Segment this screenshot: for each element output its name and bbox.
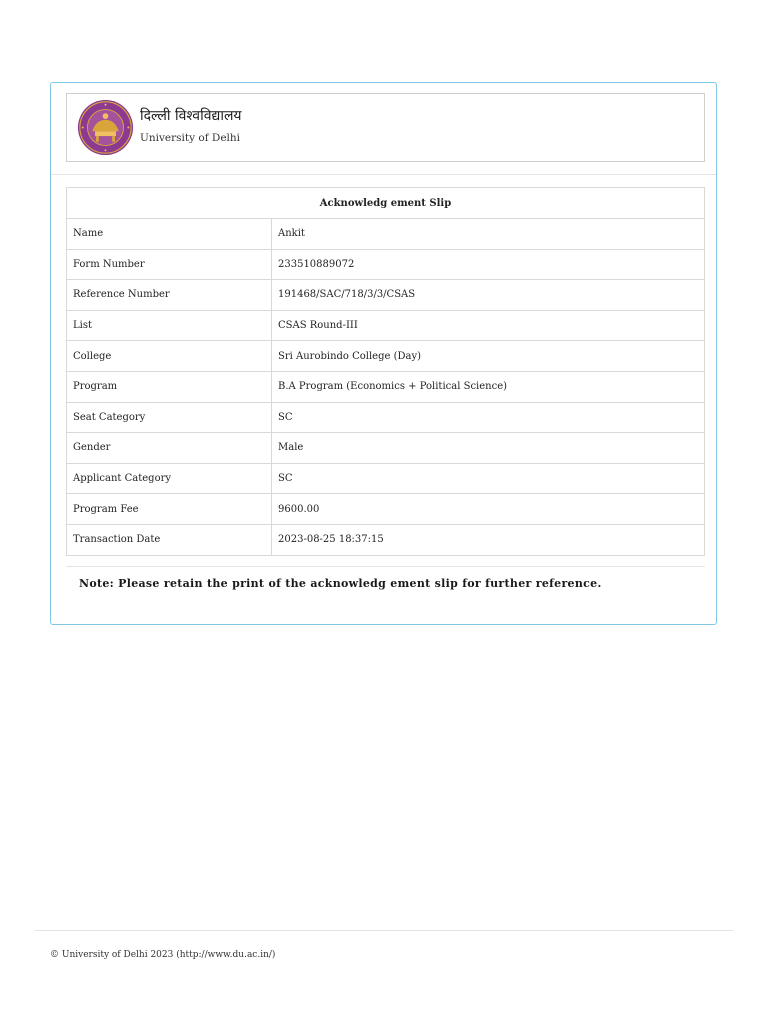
header-divider (51, 174, 716, 175)
row-value: 233510889072 (272, 249, 705, 280)
row-value: B.A Program (Economics + Political Science) (272, 371, 705, 402)
row-value: Ankit (272, 219, 705, 250)
row-label: College (67, 341, 272, 372)
table-row (67, 310, 705, 341)
row-label: Name (67, 219, 272, 250)
university-header (66, 93, 705, 162)
university-name-hindi: दिल्ली विश्वविद्यालय (140, 108, 242, 124)
acknowledgement-table (66, 187, 705, 556)
acknowledgement-card (50, 82, 717, 625)
table-row (67, 219, 705, 250)
retain-print-note: Note: Please retain the print of the acknowledg ement slip for further reference. (79, 577, 602, 590)
slip-title: Acknowledg ement Slip (67, 188, 705, 219)
table-row (67, 371, 705, 402)
row-value: Male (272, 433, 705, 464)
footer-divider (35, 930, 733, 931)
row-value: Sri Aurobindo College (Day) (272, 341, 705, 372)
footer-copyright: © University of Delhi 2023 (http://www.du.ac.in/) (50, 950, 276, 960)
row-value: 2023-08-25 18:37:15 (272, 524, 705, 555)
row-label: Program Fee (67, 494, 272, 525)
table-row (67, 341, 705, 372)
row-label: Applicant Category (67, 463, 272, 494)
row-value: CSAS Round-III (272, 310, 705, 341)
row-label: Gender (67, 433, 272, 464)
row-value: SC (272, 402, 705, 433)
row-label: Transaction Date (67, 524, 272, 555)
row-label: Form Number (67, 249, 272, 280)
row-label: Seat Category (67, 402, 272, 433)
row-label: Reference Number (67, 280, 272, 311)
table-row (67, 524, 705, 555)
row-value: SC (272, 463, 705, 494)
table-row (67, 402, 705, 433)
table-row (67, 280, 705, 311)
row-value: 191468/SAC/718/3/3/CSAS (272, 280, 705, 311)
row-label: Program (67, 371, 272, 402)
table-row (67, 433, 705, 464)
table-row (67, 463, 705, 494)
note-divider (66, 566, 705, 567)
row-value: 9600.00 (272, 494, 705, 525)
table-row (67, 249, 705, 280)
row-label: List (67, 310, 272, 341)
university-seal-logo (77, 99, 134, 156)
table-row (67, 494, 705, 525)
university-name-english: University of Delhi (140, 132, 241, 144)
